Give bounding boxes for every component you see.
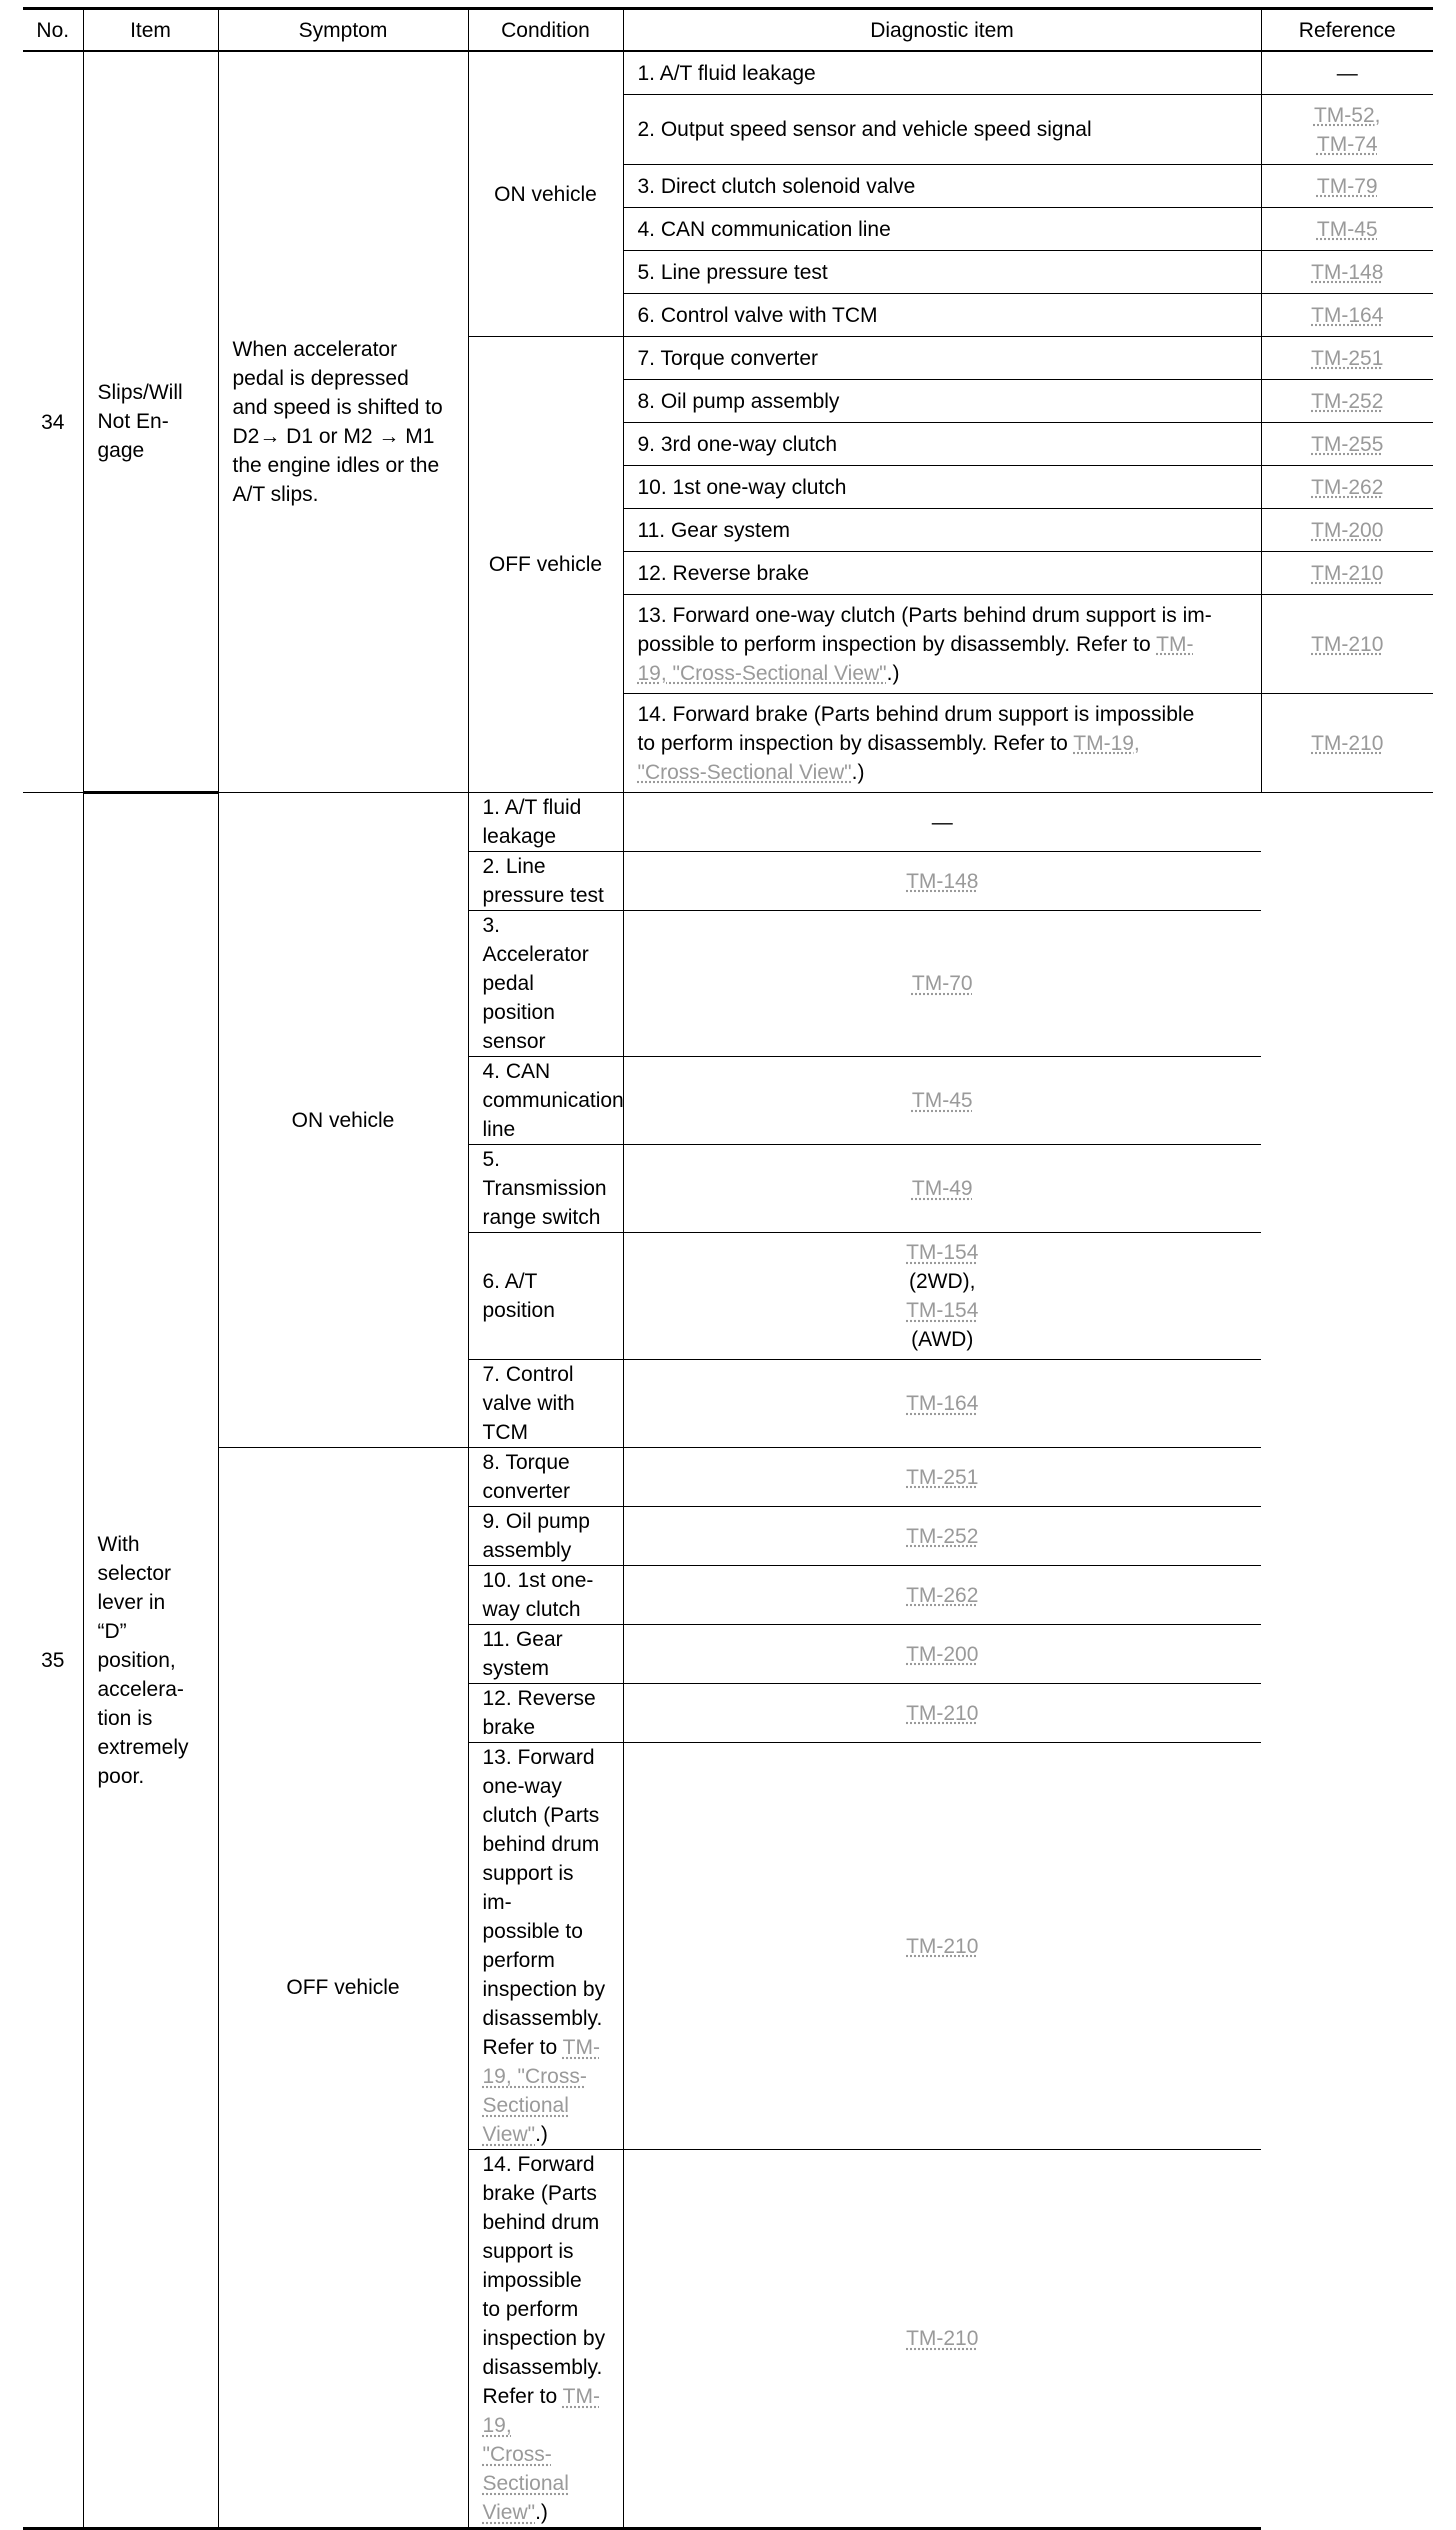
reference-link[interactable]: TM-148 [906,869,979,893]
condition-off-vehicle: OFF vehicle [218,1448,468,2529]
reference-cell [1261,509,1433,552]
reference-link[interactable]: TM-200 [1311,518,1384,542]
reference-cell [623,1684,1261,1743]
reference-link[interactable]: TM-210 [1311,731,1384,755]
reference-note: (2WD), [909,1270,976,1293]
reference-link[interactable]: TM-251 [906,1465,979,1489]
diagnostic-text: to perform inspection by disassembly. Refer to [637,731,1074,755]
diagnostic-line: 14. Forward brake (Parts behind drum support is impossible [637,702,1195,726]
reference-cell [623,1360,1261,1448]
reference-cell [1261,165,1433,208]
diagnostic-item: 5. Line pressure test [623,251,1261,294]
reference-link[interactable]: TM-262 [906,1583,979,1607]
diagnostic-line [483,2062,609,2149]
diagnostic-item: 1. A/T fluid leakage [468,793,623,852]
diagnostic-item: 2. Line pressure test [468,852,623,911]
reference-link[interactable]: TM-45 [911,1089,973,1112]
reference-link[interactable]: TM-164 [906,1392,979,1415]
diagnostic-item [468,2150,623,2529]
diagnostic-item: 4. CAN communication line [623,208,1261,251]
diagnostic-table [23,7,1433,2530]
reference-cell [623,911,1261,1057]
reference-cell [623,1448,1261,1507]
condition-on-vehicle: ON vehicle [218,793,468,1448]
diagnostic-item: 3. Direct clutch solenoid valve [623,165,1261,208]
reference-cell [1261,294,1433,337]
col-header-condition: Condition [468,9,623,52]
reference-link[interactable]: TM-252 [906,1524,979,1548]
diagnostic-text: .) [535,2123,548,2146]
symptom-line: tion is extremely poor. [97,1707,189,1788]
row-number-34: 34 [23,51,83,793]
reference-link[interactable]: TM-252 [1311,389,1384,413]
reference-cell [623,1507,1261,1566]
reference-cell [1261,552,1433,595]
diagnostic-item: 10. 1st one-way clutch [623,466,1261,509]
diagnostic-text: possible to perform inspection by disassembly. Refer to [482,1920,606,2059]
symptom-line: A/T slips. [232,483,319,506]
diagnostic-item: 4. CAN communication line [468,1057,623,1145]
diagnostic-item: 3. Accelerator pedal position sensor [468,911,623,1057]
diagnostic-line [638,630,1247,659]
cross-section-link[interactable]: "Cross-Sectional View" [482,2443,569,2524]
reference-link[interactable]: TM-210 [906,1934,979,1958]
reference-link[interactable]: TM-210 [906,2327,979,2350]
symptom-34 [218,51,468,793]
diagnostic-line [638,729,1247,758]
reference-link[interactable]: TM-52, [1313,103,1381,127]
diagnostic-item [623,694,1261,793]
diagnostic-item: 9. Oil pump assembly [468,1507,623,1566]
table-row [23,51,1433,95]
diagnostic-item: 9. 3rd one-way clutch [623,423,1261,466]
reference-cell [1261,95,1433,165]
reference-link[interactable]: TM-70 [911,972,973,995]
reference-cell [623,1566,1261,1625]
diagnostic-item: 1. A/T fluid leakage [623,51,1261,95]
reference-cell: — [1261,51,1433,95]
reference-cell [1261,694,1433,793]
col-header-item: Item [83,9,218,52]
cross-section-link[interactable]: 19, "Cross-Sectional View" [482,2065,587,2146]
item-line: Slips/Will [97,381,183,404]
reference-link[interactable]: TM-255 [1311,432,1384,456]
table-row [23,1448,1433,1507]
reference-link[interactable]: TM-210 [906,1701,979,1725]
diagnostic-text: .) [851,760,865,784]
reference-link[interactable]: TM-148 [1311,260,1384,284]
diagnostic-item: 12. Reverse brake [623,552,1261,595]
diagnostic-line: 13. Forward one-way clutch (Parts behind drum support is im- [637,603,1212,627]
cross-section-link[interactable]: "Cross-Sectional View" [637,760,852,784]
symptom-line: With selector lever in [97,1533,172,1614]
diagnostic-item: 5. Transmission range switch [468,1145,623,1233]
diagnostic-line [483,1917,609,2062]
diagnostic-item: 10. 1st one-way clutch [468,1566,623,1625]
diagnostic-line: 14. Forward brake (Parts behind drum support is impossible [482,2153,600,2292]
reference-link[interactable]: TM-79 [1316,174,1378,198]
diagnostic-text: .) [886,661,900,685]
reference-cell [623,2150,1261,2529]
diagnostic-item: 2. Output speed sensor and vehicle speed signal [623,95,1261,165]
col-header-diagnostic-item: Diagnostic item [623,9,1261,52]
diagnostic-text: .) [535,2501,548,2524]
reference-cell [1261,337,1433,380]
diagnostic-line [638,758,1247,787]
reference-link[interactable]: TM-49 [911,1177,973,1200]
reference-cell [1261,423,1433,466]
reference-link[interactable]: TM-154 [906,1299,979,1322]
symptom-line: the engine idles or the [232,454,440,477]
condition-off-vehicle: OFF vehicle [468,337,623,793]
diagnostic-item: 11. Gear system [468,1625,623,1684]
reference-cell [1261,208,1433,251]
diagnostic-line [638,659,1247,688]
reference-cell [1261,251,1433,294]
symptom-line: D2→ D1 or M2 → M1 [232,425,435,448]
diagnostic-item: 6. Control valve with TCM [623,294,1261,337]
cross-section-link[interactable]: TM- [562,2036,600,2059]
symptom-line: pedal is depressed [232,367,409,390]
reference-link[interactable]: TM-154 [906,1241,979,1264]
symptom-line: When accelerator [232,338,398,361]
reference-link[interactable]: TM-164 [1311,303,1384,327]
diagnostic-text: possible to perform inspection by disassembly. Refer to [637,632,1157,656]
reference-cell [623,1233,1261,1360]
diagnostic-line [483,2295,609,2440]
reference-cell [623,1057,1261,1145]
diagnostic-item: 12. Reverse brake [468,1684,623,1743]
cross-section-link[interactable]: TM- [1156,632,1194,656]
cross-section-link[interactable]: TM-19, [1073,731,1140,755]
reference-link[interactable]: TM-210 [1311,561,1384,585]
col-header-no: No. [23,9,83,52]
condition-on-vehicle: ON vehicle [468,51,623,337]
row-number-35: 35 [23,793,83,2529]
item-line: Not En- [97,410,169,433]
reference-link[interactable]: TM-45 [1316,217,1378,241]
reference-link[interactable]: TM-200 [906,1642,979,1666]
diagnostic-item: 7. Torque converter [623,337,1261,380]
diagnostic-line: 13. Forward one-way clutch (Parts behind drum support is im- [482,1746,600,1914]
reference-link[interactable]: TM-210 [1311,632,1384,656]
diagnostic-item: 6. A/T position [468,1233,623,1360]
col-header-symptom: Symptom [218,9,468,52]
symptom-line: and speed is shifted to [232,396,443,419]
reference-cell [623,1625,1261,1684]
table-row [23,793,1433,852]
reference-cell [623,1145,1261,1233]
reference-cell [623,852,1261,911]
reference-cell [623,1743,1261,2150]
reference-cell [1261,595,1433,694]
reference-note: (AWD) [911,1328,974,1351]
item-label [83,51,218,793]
col-header-reference: Reference [1261,9,1433,52]
reference-cell [1261,466,1433,509]
diagnostic-item: 7. Control valve with TCM [468,1360,623,1448]
item-line: gage [97,439,145,462]
header-row [23,9,1433,52]
diagnostic-item [623,595,1261,694]
reference-cell [1261,380,1433,423]
symptom-line: “D” position, accelera- [97,1620,184,1701]
diagnostic-item: 8. Torque converter [468,1448,623,1507]
diagnostic-line [483,2440,609,2527]
reference-link[interactable]: TM-262 [1311,475,1384,499]
diagnostic-item: 11. Gear system [623,509,1261,552]
symptom-35 [83,793,218,2529]
reference-cell: — [623,793,1261,852]
cross-section-link[interactable]: 19, "Cross-Sectional View" [637,661,887,685]
cross-section-link[interactable]: TM-19, [482,2385,600,2437]
diagnostic-item [468,1743,623,2150]
reference-link[interactable]: TM-74 [1316,132,1378,156]
diagnostic-item: 8. Oil pump assembly [623,380,1261,423]
reference-link[interactable]: TM-251 [1311,346,1384,370]
diagnostic-text: to perform inspection by disassembly. Refer to [482,2298,606,2408]
